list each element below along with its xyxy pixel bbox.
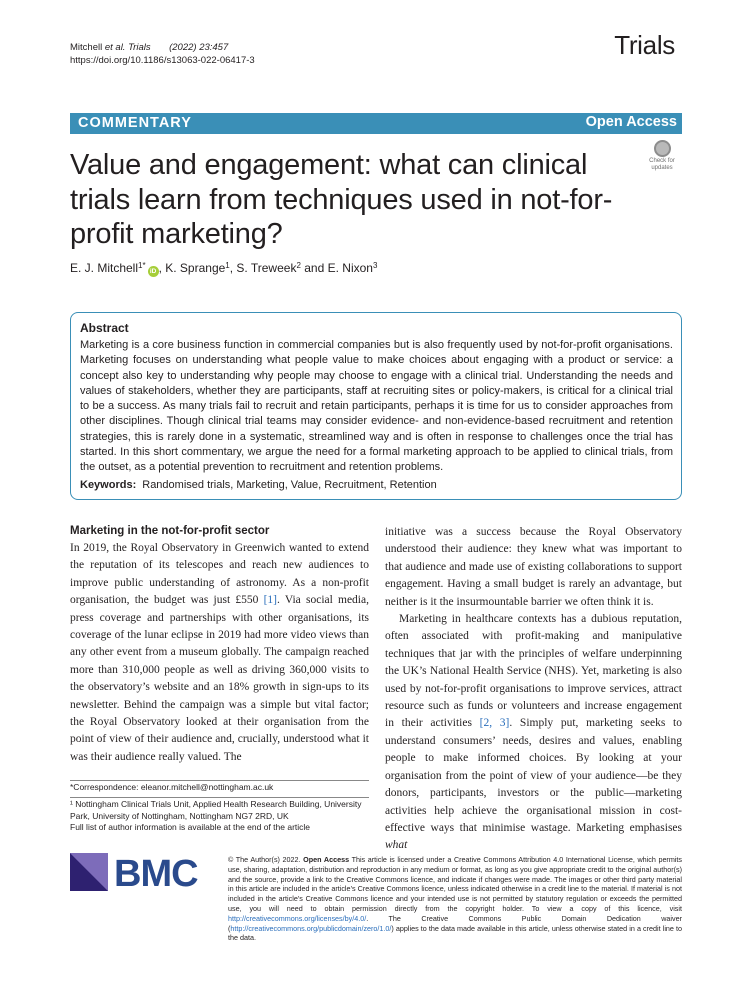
check-updates-line1: Check for bbox=[649, 158, 675, 164]
body-column-right bbox=[385, 524, 682, 855]
footnote-divider bbox=[70, 797, 369, 798]
author-affiliation-marker: 3 bbox=[372, 261, 378, 270]
author-separator: , bbox=[158, 261, 166, 275]
paragraph-text: . Simply put, marketing seeks to understand consumers’ needs, desires and values, enabling people to make informed choices. By looking at your organisation from the point of view of your audience—be they donors, participants, investors or the public—marketing activities help achieve the organisational mission in cost-effective ways that minimise wastage. Marketing emphasises bbox=[385, 717, 682, 834]
article-type-banner bbox=[70, 113, 682, 134]
license-text: . The Creative Commons Public Domain Dedication waiver ( bbox=[228, 913, 682, 933]
journal-name: Trials bbox=[614, 30, 675, 60]
emphasis-text: what bbox=[385, 839, 408, 852]
bmc-logo-text: BMC bbox=[114, 853, 198, 893]
author-name[interactable]: S. Treweek bbox=[236, 261, 297, 275]
correspondence-note: *Correspondence: eleanor.mitchell@nottingham.ac.uk bbox=[70, 782, 274, 792]
keywords-label: Keywords: bbox=[80, 478, 137, 491]
author-name[interactable]: K. Sprange bbox=[165, 261, 226, 275]
header-citation: (2022) 23:457 bbox=[169, 42, 229, 53]
body-column-left bbox=[70, 524, 369, 766]
paragraph: initiative was a success because the Royal Observatory understood their audience: they knew what was important to that audience and made use of existing collaborations to support engagement. Having a small budget is rarely an advantage, but neither is it the insurmountable barrier we often think it is. bbox=[385, 526, 682, 608]
author-affiliation-marker: 1* bbox=[138, 261, 146, 270]
author-name[interactable]: E. J. Mitchell bbox=[70, 261, 139, 275]
keywords bbox=[80, 479, 673, 491]
header-etal-journal: et al. Trials bbox=[104, 42, 151, 53]
author-separator: , bbox=[229, 261, 237, 275]
paragraph bbox=[385, 611, 682, 855]
affiliation-note: ¹ Nottingham Clinical Trials Unit, Applied Health Research Building, University Park, University of Nottingham, Nottingham NG7 2RD, UK bbox=[70, 799, 362, 821]
citation-link[interactable]: [1] bbox=[263, 594, 277, 607]
paragraph bbox=[70, 540, 369, 766]
license-text: © The Author(s) 2022. bbox=[228, 855, 304, 864]
header-doi[interactable]: https://doi.org/10.1186/s13063-022-06417-3 bbox=[70, 55, 255, 66]
check-for-updates-badge[interactable] bbox=[643, 140, 681, 176]
footnote-divider bbox=[70, 780, 369, 781]
author-name[interactable]: E. Nixon bbox=[327, 261, 373, 275]
keywords-list: Randomised trials, Marketing, Value, Recruitment, Retention bbox=[142, 478, 437, 491]
section-heading: Marketing in the not-for-profit sector bbox=[70, 525, 270, 537]
author-list bbox=[70, 261, 377, 277]
bmc-logo bbox=[70, 853, 210, 893]
crossmark-icon bbox=[654, 140, 671, 157]
orcid-icon[interactable]: iD bbox=[148, 266, 159, 277]
paragraph-text: Marketing in healthcare contexts has a dubious reputation, often associated with profit-making and manipulative techniques that jar with the principles of welfare underpinning the UK’s National Health Service (NHS). Yet, marketing is also used by not-for-profit organisations to improve services, attract resource such as funds or volunteers and increase engagement in their activities bbox=[385, 613, 682, 730]
open-access-label: Open Access bbox=[585, 114, 677, 130]
abstract-box bbox=[70, 312, 682, 500]
license-text: This article is licensed under a Creative Commons Attribution 4.0 International License, which permits use, sharing, adaptation, distribution and reproduction in any medium or format, as long as you give appropriate credit to the original author(s) and the source, provide a link to the Creative Commons licence, and indicate if changes were made. The images or other third party material in this article are included in the article’s Creative Commons licence, unless indicated otherwise in a credit line to the material. If material is not included in the article’s Creative Commons licence and your intended use is not permitted by statutory regulation or exceeds the permitted use, you will need to obtain permission directly from the copyright holder. To view a copy of this licence, visit bbox=[228, 855, 683, 913]
abstract-text: Marketing is a core business function in commercial companies but is also frequently used by not-for-profit organisations. Marketing focuses on understanding what people value to make choices about engaging with a product or service: a concept also key to understanding why people may choose to engage with a clinical trial. Understanding the needs and values of stakeholders, whether they are participants, staff at recruiting sites or policy-makers, is critical for a clinical trial to be a success. As many trials fail to recruit and retain participants, perhaps it is time for us to consider approaches from other disciplines. Though clinical trial teams may consider evidence- and non-evidence-based recruitment and retention strategies, this is rarely done in a systematic, streamlined way and is often in response to challenges once the trial has started. In this short commentary, we argue the need for a formal marketing approach to be applied to clinical trials, from the outset, as a potential prevention to recruitment and retention problems. bbox=[80, 339, 673, 474]
paragraph-text: . Via social media, press coverage and partnerships with other organisations, its coverage of the lunar eclipse in 2019 had more video views than any other event from a museum globally. The campaign reached more than 310,000 people as well as driving 360,000 visits to the observatory’s website and an 18% growth in sign-ups to its newsletter. Behind the campaign was a simple but vital factor; the Royal Observatory looked at their organisation from the point of view of their audience and, crucially, understood what it was their audience really valued. The bbox=[70, 594, 369, 763]
article-type: COMMENTARY bbox=[78, 115, 192, 131]
license-statement bbox=[228, 855, 682, 943]
author-affiliation-marker: 2 bbox=[296, 261, 301, 270]
author-info-note: Full list of author information is available at the end of the article bbox=[70, 822, 311, 832]
author-separator: and bbox=[300, 261, 328, 275]
citation-link[interactable]: [2, 3] bbox=[479, 717, 510, 730]
license-oa: Open Access bbox=[303, 855, 350, 864]
header-author: Mitchell bbox=[70, 42, 103, 53]
license-text: ) applies to the data made available in this article, unless otherwise stated in a credit line to the data. bbox=[228, 923, 682, 943]
citation-header bbox=[70, 41, 255, 67]
abstract-heading: Abstract bbox=[80, 321, 129, 335]
article-title: Value and engagement: what can clinical trials learn from techniques used in not-for-profit marketing? bbox=[70, 149, 613, 250]
author-affiliation-marker: 1 bbox=[225, 261, 230, 270]
license-link[interactable]: http://creativecommons.org/publicdomain/zero/1.0/ bbox=[230, 923, 392, 933]
paragraph-text: In 2019, the Royal Observatory in Greenwich wanted to extend the reputation of its telescopes and reach new audiences to improve public understanding of astronomy. As a non-profit organisation, the budget was just £550 bbox=[70, 542, 369, 607]
license-link[interactable]: http://creativecommons.org/licenses/by/4.0/ bbox=[228, 913, 367, 923]
check-updates-line2: updates bbox=[651, 165, 673, 171]
